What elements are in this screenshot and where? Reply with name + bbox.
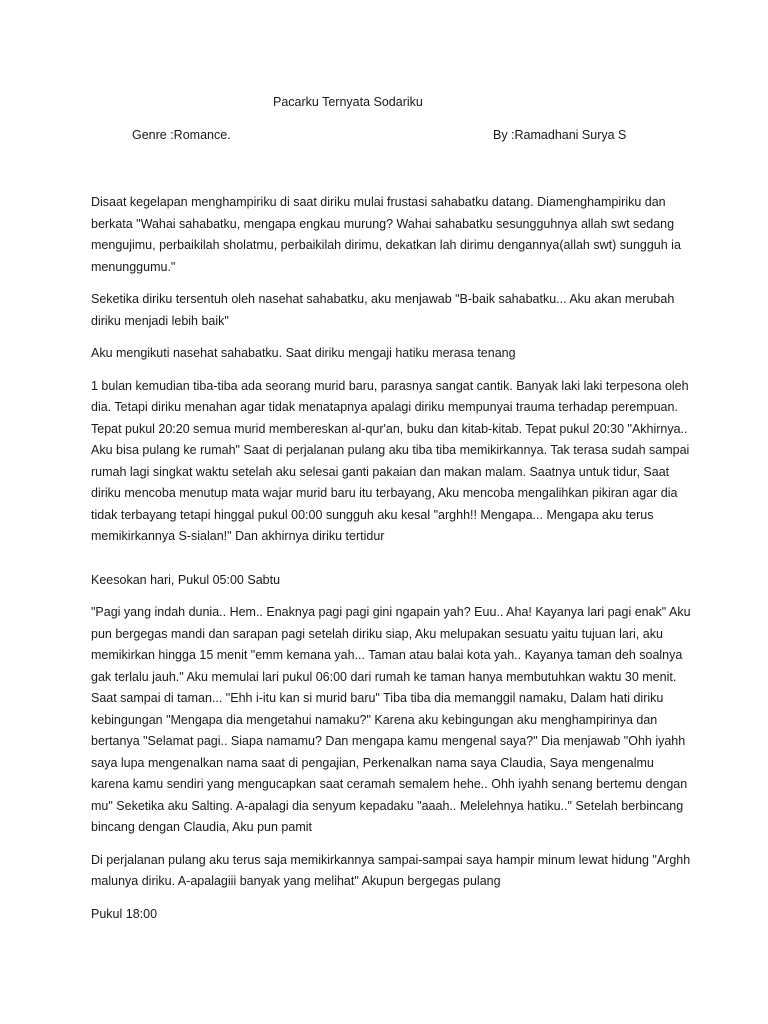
- story-author: By :Ramadhani Surya S: [493, 128, 627, 142]
- paragraph-7: Di perjalanan pulang aku terus saja memikirkannya sampai-sampai saya hampir minum lewat hidung "Arghh malunya diriku. A-apalagiii banyak yang melihat" Akupun bergegas pulang: [91, 852, 691, 888]
- paragraph-6: "Pagi yang indah dunia.. Hem.. Enaknya pagi pagi gini ngapain yah? Euu.. Aha! Kayanya lari pagi enak" Aku pun bergegas mandi dan sarapan pagi setelah diriku siap, Aku melupakan sesuatu yaitu tujuan lari, aku memikirkan hingga 15 menit "emm kemana yah... Taman atau balai kota yah.. Kayanya taman deh soalnya gak terlalu jauh." Aku memulai lari pukul 06:00 dari rumah ke taman hanya membutuhkan waktu 30 menit. Saat sampai di taman... "Ehh i-itu kan si murid baru" Tiba tiba dia memanggil namaku, Dalam hati diriku kebingungan "Mengapa dia mengetahui namaku?" Karena aku kebingungan aku menghampirinya dan bertanya "Selamat pagi.. Siapa namamu? Dan mengapa kamu mengenal saya?" Dia menjawab "Ohh iyahh saya lupa mengenalkan nama saat di pengajian, Perkenalkan nama saya Claudia, Saya mengenalmu karena kamu sendiri yang mengucapkan saat ceramah semalem hehe.. Ohh iyahh senang bertemu dengan mu" Seketika aku Salting. A-apalagi dia senyum kepadaku "aaah.. Melelehnya hatiku.." Setelah berbincang bincang dengan Claudia, Aku pun pamit: [91, 605, 691, 834]
- story-body: [91, 192, 691, 936]
- story-genre: Genre :Romance.: [132, 128, 231, 142]
- paragraph-3: Aku mengikuti nasehat sahabatku. Saat diriku mengaji hatiku merasa tenang: [91, 346, 516, 360]
- paragraph-2: Seketika diriku tersentuh oleh nasehat sahabatku, aku menjawab "B-baik sahabatku... Aku akan merubah diriku menjadi lebih baik": [91, 292, 675, 328]
- paragraph-4: 1 bulan kemudian tiba-tiba ada seorang murid baru, parasnya sangat cantik. Banyak laki laki terpesona oleh dia. Tetapi diriku menahan agar tidak menatapnya apalagi diriku mempunyai trauma terhadap perempuan. Tepat pukul 20:20 semua murid membereskan al-qur'an, buku dan kitab-kitab. Tepat pukul 20:30 "Akhirnya.. Aku bisa pulang ke rumah" Saat di perjalanan pulang aku tiba tiba memikirkannya. Tak terasa sudah sampai rumah lagi singkat waktu setelah aku selesai ganti pakaian dan makan malam. Saatnya untuk tidur, Saat diriku mencoba menutup mata wajar murid baru itu terbayang, Aku mencoba mengalihkan pikiran agar dia tidak terbayang tetapi hinggal pukul 00:00 sungguh aku kesal "arghh!! Mengapa... Mengapa aku terus memikirkannya S-sialan!" Dan akhirnya diriku tertidur: [91, 378, 690, 543]
- paragraph-8: Pukul 18:00: [91, 906, 158, 921]
- paragraph-1: Disaat kegelapan menghampiriku di saat diriku mulai frustasi sahabatku datang. Diamenghampiriku dan berkata "Wahai sahabatku, mengapa engkau murung? Wahai sahabatku sesungguhnya allah swt sedang mengujimu, perbaikilah sholatmu, perbaikilah dirimu, dekatkan lah dirimu dengannya(allah swt) sungguh ia menunggumu.": [91, 195, 681, 274]
- story-title: Pacarku Ternyata Sodariku: [273, 95, 423, 109]
- paragraph-5: Keesokan hari, Pukul 05:00 Sabtu: [91, 572, 281, 587]
